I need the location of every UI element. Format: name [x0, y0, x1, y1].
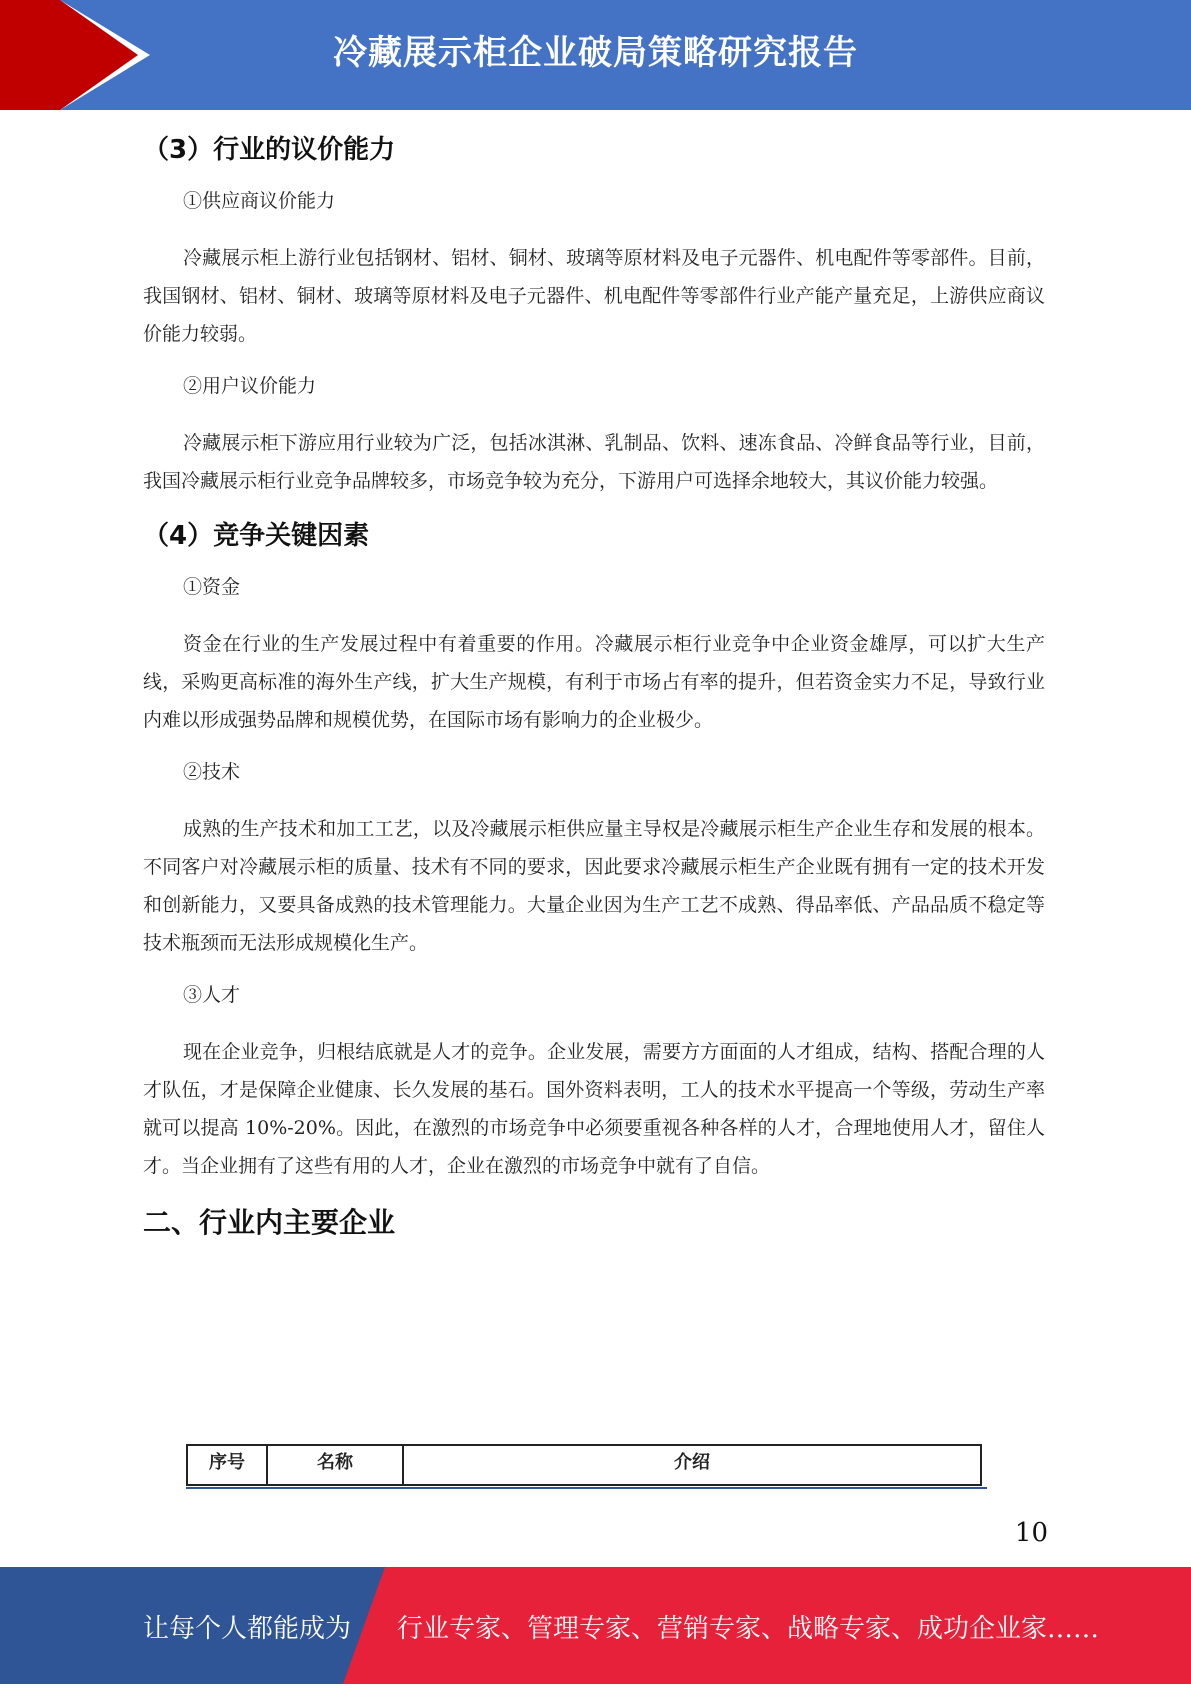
section-title-bargaining-power: （3）行业的议价能力	[143, 135, 396, 165]
table-header-name: 名称	[267, 1445, 403, 1485]
table-underline	[186, 1487, 987, 1489]
header-banner	[0, 0, 1191, 110]
header-arrow-icon	[0, 0, 150, 110]
paragraph-talent: 现在企业竞争，归根结底就是人才的竞争。企业发展，需要方方面面的人才组成，结构、搭配合理的人才队伍，才是保障企业健康、长久发展的基石。国外资料表明，工人的技术水平提高一个等级，劳动生产率就可以提高 10%-20%。因此，在激烈的市场竞争中必须要重视各种各样的人才，合理地使用人才，留住人才。当企业拥有了这些有用的人才，企业在激烈的市场竞争中就有了自信。	[143, 1041, 1045, 1177]
subheading-technology: ②技术	[183, 761, 241, 783]
paragraph-capital: 资金在行业的生产发展过程中有着重要的作用。冷藏展示柜行业竞争中企业资金雄厚，可以扩大生产线，采购更高标准的海外生产线，扩大生产规模，有利于市场占有率的提升，但若资金实力不足，导致行业内难以形成强势品牌和规模优势，在国际市场有影响力的企业极少。	[143, 633, 1045, 731]
table-header-index: 序号	[187, 1445, 267, 1485]
paragraph-user-power: 冷藏展示柜下游应用行业较为广泛，包括冰淇淋、乳制品、饮料、速冻食品、冷鲜食品等行业，目前，我国冷藏展示柜行业竞争品牌较多，市场竞争较为充分，下游用户可选择余地较大，其议价能力较强。	[143, 432, 1045, 492]
page-body	[143, 128, 1045, 1245]
paragraph-supplier-power: 冷藏展示柜上游行业包括钢材、铝材、铜材、玻璃等原材料及电子元器件、机电配件等零部件。目前，我国钢材、铝材、铜材、玻璃等原材料及电子元器件、机电配件等零部件行业产能产量充足，上游供应商议价能力较弱。	[143, 247, 1045, 345]
page-number: 10	[1014, 1518, 1048, 1548]
companies-table	[186, 1444, 982, 1486]
subheading-capital: ①资金	[183, 576, 241, 598]
report-title: 冷藏展示柜企业破局策略研究报告	[333, 33, 858, 73]
companies-table-wrapper	[186, 1444, 987, 1489]
footer-slogan-left: 让每个人都能成为	[143, 1614, 352, 1644]
subheading-talent: ③人才	[183, 984, 241, 1006]
paragraph-technology: 成熟的生产技术和加工工艺，以及冷藏展示柜供应量主导权是冷藏展示柜生产企业生存和发展的根本。不同客户对冷藏展示柜的质量、技术有不同的要求，因此要求冷藏展示柜生产企业既有拥有一定的技术开发和创新能力，又要具备成熟的技术管理能力。大量企业因为生产工艺不成熟、得品率低、产品品质不稳定等技术瓶颈而无法形成规模化生产。	[143, 818, 1045, 954]
footer-slogan-right: 行业专家、管理专家、营销专家、战略专家、成功企业家……	[397, 1614, 1100, 1644]
table-header-row	[187, 1445, 981, 1485]
chapter-title-major-companies: 二、行业内主要企业	[143, 1206, 396, 1239]
subheading-supplier-power: ①供应商议价能力	[183, 190, 336, 212]
footer-banner	[0, 1567, 1191, 1684]
subheading-user-power: ②用户议价能力	[183, 375, 317, 397]
section-title-key-factors: （4）竞争关键因素	[143, 521, 370, 551]
table-header-intro: 介绍	[403, 1445, 981, 1485]
